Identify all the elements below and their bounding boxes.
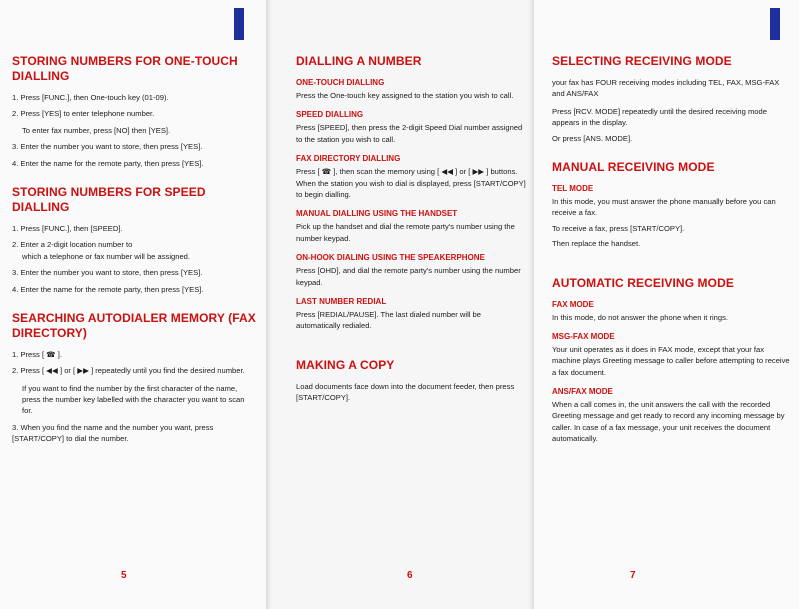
step: 3. Enter the number you want to store, then press [YES]. (12, 142, 203, 152)
body-text: Pick up the handset and dial the remote party's number using the number keypad. (296, 222, 515, 243)
body-text: When the station you wish to dial is displayed, press [START/COPY] to begin dialling. (296, 178, 526, 199)
dial-section-redial (296, 297, 526, 332)
subheading: FAX MODE (552, 299, 594, 309)
body-text: Press [RCV. MODE] repeatedly until the desired receiving mode appears in the display. (552, 106, 767, 128)
dial-section-directory (296, 154, 526, 200)
body-text: Your unit operates as it does in FAX mode, except that your fax machine plays Greeting message to caller before attempting to receive a fax document. (552, 344, 790, 377)
body-text: your fax has FOUR receiving modes including TEL, FAX, MSG-FAX and ANS/FAX (552, 78, 780, 99)
step: 2. Press [YES] to enter telephone number. (12, 109, 155, 119)
dial-section-speed (296, 110, 526, 145)
fold-shadow (266, 0, 272, 609)
section-one-touch-storing (12, 54, 256, 169)
dial-section-manual (296, 209, 526, 244)
body-text: Or press [ANS. MODE]. (552, 133, 633, 143)
step: 3. Enter the number you want to store, then press [YES]. (12, 268, 203, 278)
subheading: LAST NUMBER REDIAL (296, 296, 387, 306)
subheading: TEL MODE (552, 183, 594, 193)
subheading: MANUAL DIALLING USING THE HANDSET (296, 209, 458, 219)
body-text: Press [SPEED], then press the 2-digit Speed Dial number assigned to the station you wish to call. (296, 123, 523, 144)
section-searching (12, 311, 256, 445)
body-text: Press [ ☎ ], then scan the memory using [ ◀◀ ] or [ ▶▶ ] buttons. (296, 167, 518, 177)
subheading: MSG-FAX MODE (552, 331, 615, 341)
step: 4. Enter the name for the remote party, then press [YES]. (12, 158, 204, 168)
page-7 (534, 0, 799, 609)
heading-storing-one-touch: STORING NUMBERS FOR ONE-TOUCH DIALLING (12, 54, 238, 83)
page-tab-marker (770, 8, 780, 40)
step-note: If you want to find the number by the first character of the name, press the number key labelled with the character you want to scan for. (22, 383, 245, 416)
dial-section-one-touch (296, 78, 526, 101)
step: 2. Press [ ◀◀ ] or [ ▶▶ ] repeatedly until you find the desired number. (12, 366, 245, 376)
subheading: ANS/FAX MODE (552, 387, 613, 397)
step: 4. Enter the name for the remote party, then press [YES]. (12, 284, 204, 294)
subheading: ONE-TOUCH DIALLING (296, 78, 385, 87)
body-text: Press the One-touch key assigned to the station you wish to call. (296, 91, 514, 100)
page-tab-marker (234, 8, 244, 40)
section-manual-mode (552, 160, 791, 250)
subheading: SPEED DIALLING (296, 110, 364, 120)
section-automatic-mode (552, 276, 791, 445)
section-speed-storing (12, 185, 256, 295)
step-note: which a telephone or fax number will be assigned. (22, 251, 191, 261)
step-note: To enter fax number, press [NO] then [YES]. (22, 125, 171, 135)
heading-selecting-mode: SELECTING RECEIVING MODE (552, 54, 732, 68)
page-6 (266, 0, 534, 609)
body-text: When a call comes in, the unit answers the call with the recorded Greeting message and get ready to record any incoming message by caller. In case of a fax message, your unit receives the document automatically. (552, 400, 785, 444)
subheading: ON-HOOK DIALING USING THE SPEAKERPHONE (296, 253, 485, 263)
section-copy (296, 358, 526, 404)
heading-manual-mode: MANUAL RECEIVING MODE (552, 159, 715, 174)
body-text: In this mode, you must answer the phone manually before you can receive a fax. (552, 196, 776, 218)
page-number: 6 (407, 570, 413, 581)
dial-section-on-hook (296, 253, 526, 288)
step: 2. Enter a 2-digit location number to (12, 240, 133, 250)
body-text: Press [REDIAL/PAUSE]. The last dialed number will be automatically redialed. (296, 309, 482, 331)
step: 1. Press [FUNC.], then One-touch key (01-09). (12, 93, 169, 102)
heading-storing-speed: STORING NUMBERS FOR SPEED DIALLING (12, 184, 206, 214)
heading-searching: SEARCHING AUTODIALER MEMORY (FAX DIRECTORY) (12, 310, 256, 340)
page-number: 7 (630, 570, 636, 581)
heading-making-copy: MAKING A COPY (296, 357, 395, 372)
body-text: Press [OHD], and dial the remote party's number using the number keypad. (296, 266, 521, 287)
body-text: Then replace the handset. (552, 239, 641, 249)
body-text: Load documents face down into the document feeder, then press [START/COPY]. (296, 381, 515, 403)
page-5 (0, 0, 266, 609)
body-text: To receive a fax, press [START/COPY]. (552, 223, 685, 233)
subheading: FAX DIRECTORY DIALLING (296, 154, 401, 164)
step: 3. When you find the name and the number you want, press [START/COPY] to dial the number. (12, 422, 214, 444)
section-selecting-mode (552, 54, 791, 144)
page-number: 5 (121, 570, 127, 581)
step: 1. Press [ ☎ ]. (12, 349, 62, 359)
step: 1. Press [FUNC.], then [SPEED]. (12, 223, 123, 233)
heading-dialling: DIALLING A NUMBER (296, 54, 422, 68)
body-text: In this mode, do not answer the phone when it rings. (552, 312, 729, 322)
heading-automatic-mode: AUTOMATIC RECEIVING MODE (552, 275, 734, 290)
